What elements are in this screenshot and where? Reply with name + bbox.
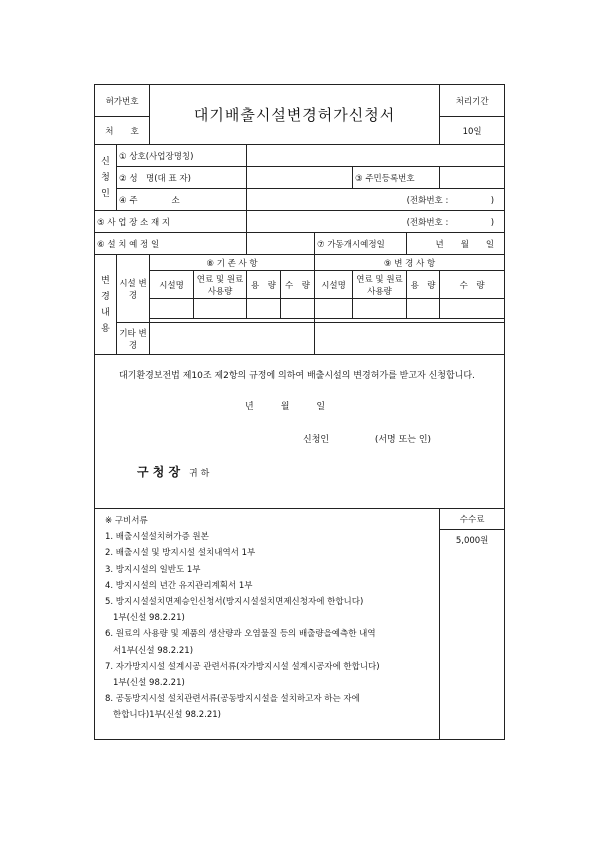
existing-quantity-header: 수 량	[281, 271, 315, 299]
processing-period-label: 처리기간	[440, 85, 505, 117]
existing-fuel-header: 연료 및 원료사용량	[194, 271, 247, 299]
document-item: 2. 배출시설 및 방지시설 설치내역서 1부	[105, 548, 256, 559]
representative-name-label: ② 성 명(대 표 자)	[117, 167, 247, 189]
document-item: 한합니다)1부(신설 98.2.21)	[113, 710, 221, 721]
changed-quantity-header: 수 량	[440, 271, 505, 299]
changed-facility-name-header: 시설명	[315, 271, 353, 299]
existing-facility-name-header: 시설명	[150, 271, 194, 299]
changed-fuel-header: 연료 및 원료사용량	[353, 271, 407, 299]
existing-fuel-cell[interactable]	[194, 299, 247, 319]
change-section-label: 변 경 내 용	[95, 255, 117, 355]
facility-change-label: 시설 변경	[117, 255, 150, 323]
document-item: 1. 배출시설설치허가증 원본	[105, 532, 209, 543]
install-date-field[interactable]	[247, 233, 315, 255]
fee-label: 수수료	[440, 509, 505, 530]
document-item: 6. 원료의 사용량 및 제품의 생산량과 오염물질 등의 배출량을예측한 내역	[105, 629, 376, 640]
declaration-text: 대기환경보전법 제10조 제2항의 규정에 의하여 배출시설의 변경허가를 받고자 신청합니다.	[119, 371, 475, 381]
declaration-date: 년 월 일	[245, 402, 326, 412]
form-table	[94, 84, 505, 740]
changed-quantity-cell[interactable]	[440, 299, 505, 319]
address-field[interactable]	[247, 189, 505, 211]
document-item: 1부(신설 98.2.21)	[113, 678, 185, 689]
changed-fuel-cell[interactable]	[353, 299, 407, 319]
existing-header: ⑧ 기 존 사 항	[150, 255, 315, 271]
document-item: 서1부(신설 98.2.21)	[113, 645, 194, 656]
documents-title: ※ 구비서류	[105, 516, 148, 526]
existing-facility-name-cell[interactable]	[150, 299, 194, 319]
fee-value: 5,000원	[440, 530, 505, 740]
other-change-label: 기타 변경	[117, 323, 150, 355]
business-site-phone: (전화번호 : )	[406, 217, 495, 228]
resident-no-label: ③ 주민등록번호	[353, 167, 440, 189]
changed-facility-name-cell[interactable]	[315, 299, 353, 319]
declaration-section	[95, 355, 505, 509]
recipient-suffix: 귀 하	[189, 469, 210, 479]
company-name-label: ① 상호(사업장명칭)	[117, 145, 247, 167]
document-item: 3. 방지시설의 일반도 1부	[105, 564, 201, 575]
document-item: 1부(신설 98.2.21)	[113, 613, 185, 624]
processing-period-value: 10일	[440, 117, 505, 145]
resident-no-field[interactable]	[440, 167, 505, 189]
existing-capacity-header: 용 량	[247, 271, 281, 299]
other-change-new-field[interactable]	[315, 323, 505, 355]
install-date-label: ⑥ 설 치 예 정 일	[95, 233, 247, 255]
business-site-field[interactable]	[247, 211, 505, 233]
document-item: 7. 자가방지시설 설계시공 관련서류(자가방지시설 설계시공자에 한합니다)	[105, 661, 380, 672]
receipt-label: 처 호	[95, 117, 150, 145]
signature-placeholder[interactable]: (서명 또는 인)	[374, 435, 432, 445]
document-item: 4. 방지시설의 년간 유지관리계획서 1부	[105, 580, 253, 591]
changed-capacity-cell[interactable]	[407, 299, 440, 319]
address-phone: (전화번호 : )	[406, 195, 495, 206]
company-name-field[interactable]	[247, 145, 505, 167]
business-site-label: ⑤ 사 업 장 소 재 지	[95, 211, 247, 233]
declaration-applicant: 신청인	[303, 435, 330, 445]
existing-capacity-cell[interactable]	[247, 299, 281, 319]
recipient: 구 청 장	[137, 465, 181, 479]
representative-name-field[interactable]	[247, 167, 353, 189]
permit-application-form	[94, 84, 504, 740]
address-label: ④ 주 소	[117, 189, 247, 211]
operation-date-label: ⑦ 가동개시예정일	[315, 233, 407, 255]
other-change-existing-field[interactable]	[150, 323, 315, 355]
document-item: 5. 방지시설설치면제승인신청서(방지시설설치면제신청자에 한합니다)	[105, 597, 364, 608]
applicant-section-label: 신 청 인	[95, 145, 117, 211]
document-item: 8. 공동방지시설 설치관련서류(공동방지시설을 설치하고자 하는 자에	[105, 694, 360, 705]
permit-no-label: 허가번호	[95, 85, 150, 117]
existing-quantity-cell[interactable]	[281, 299, 315, 319]
operation-date-field[interactable]: 년 월 일	[407, 233, 505, 255]
form-title: 대기배출시설변경허가신청서	[150, 85, 440, 145]
required-documents	[95, 509, 440, 740]
changed-header: ⑨ 변 경 사 항	[315, 255, 505, 271]
changed-capacity-header: 용 량	[407, 271, 440, 299]
